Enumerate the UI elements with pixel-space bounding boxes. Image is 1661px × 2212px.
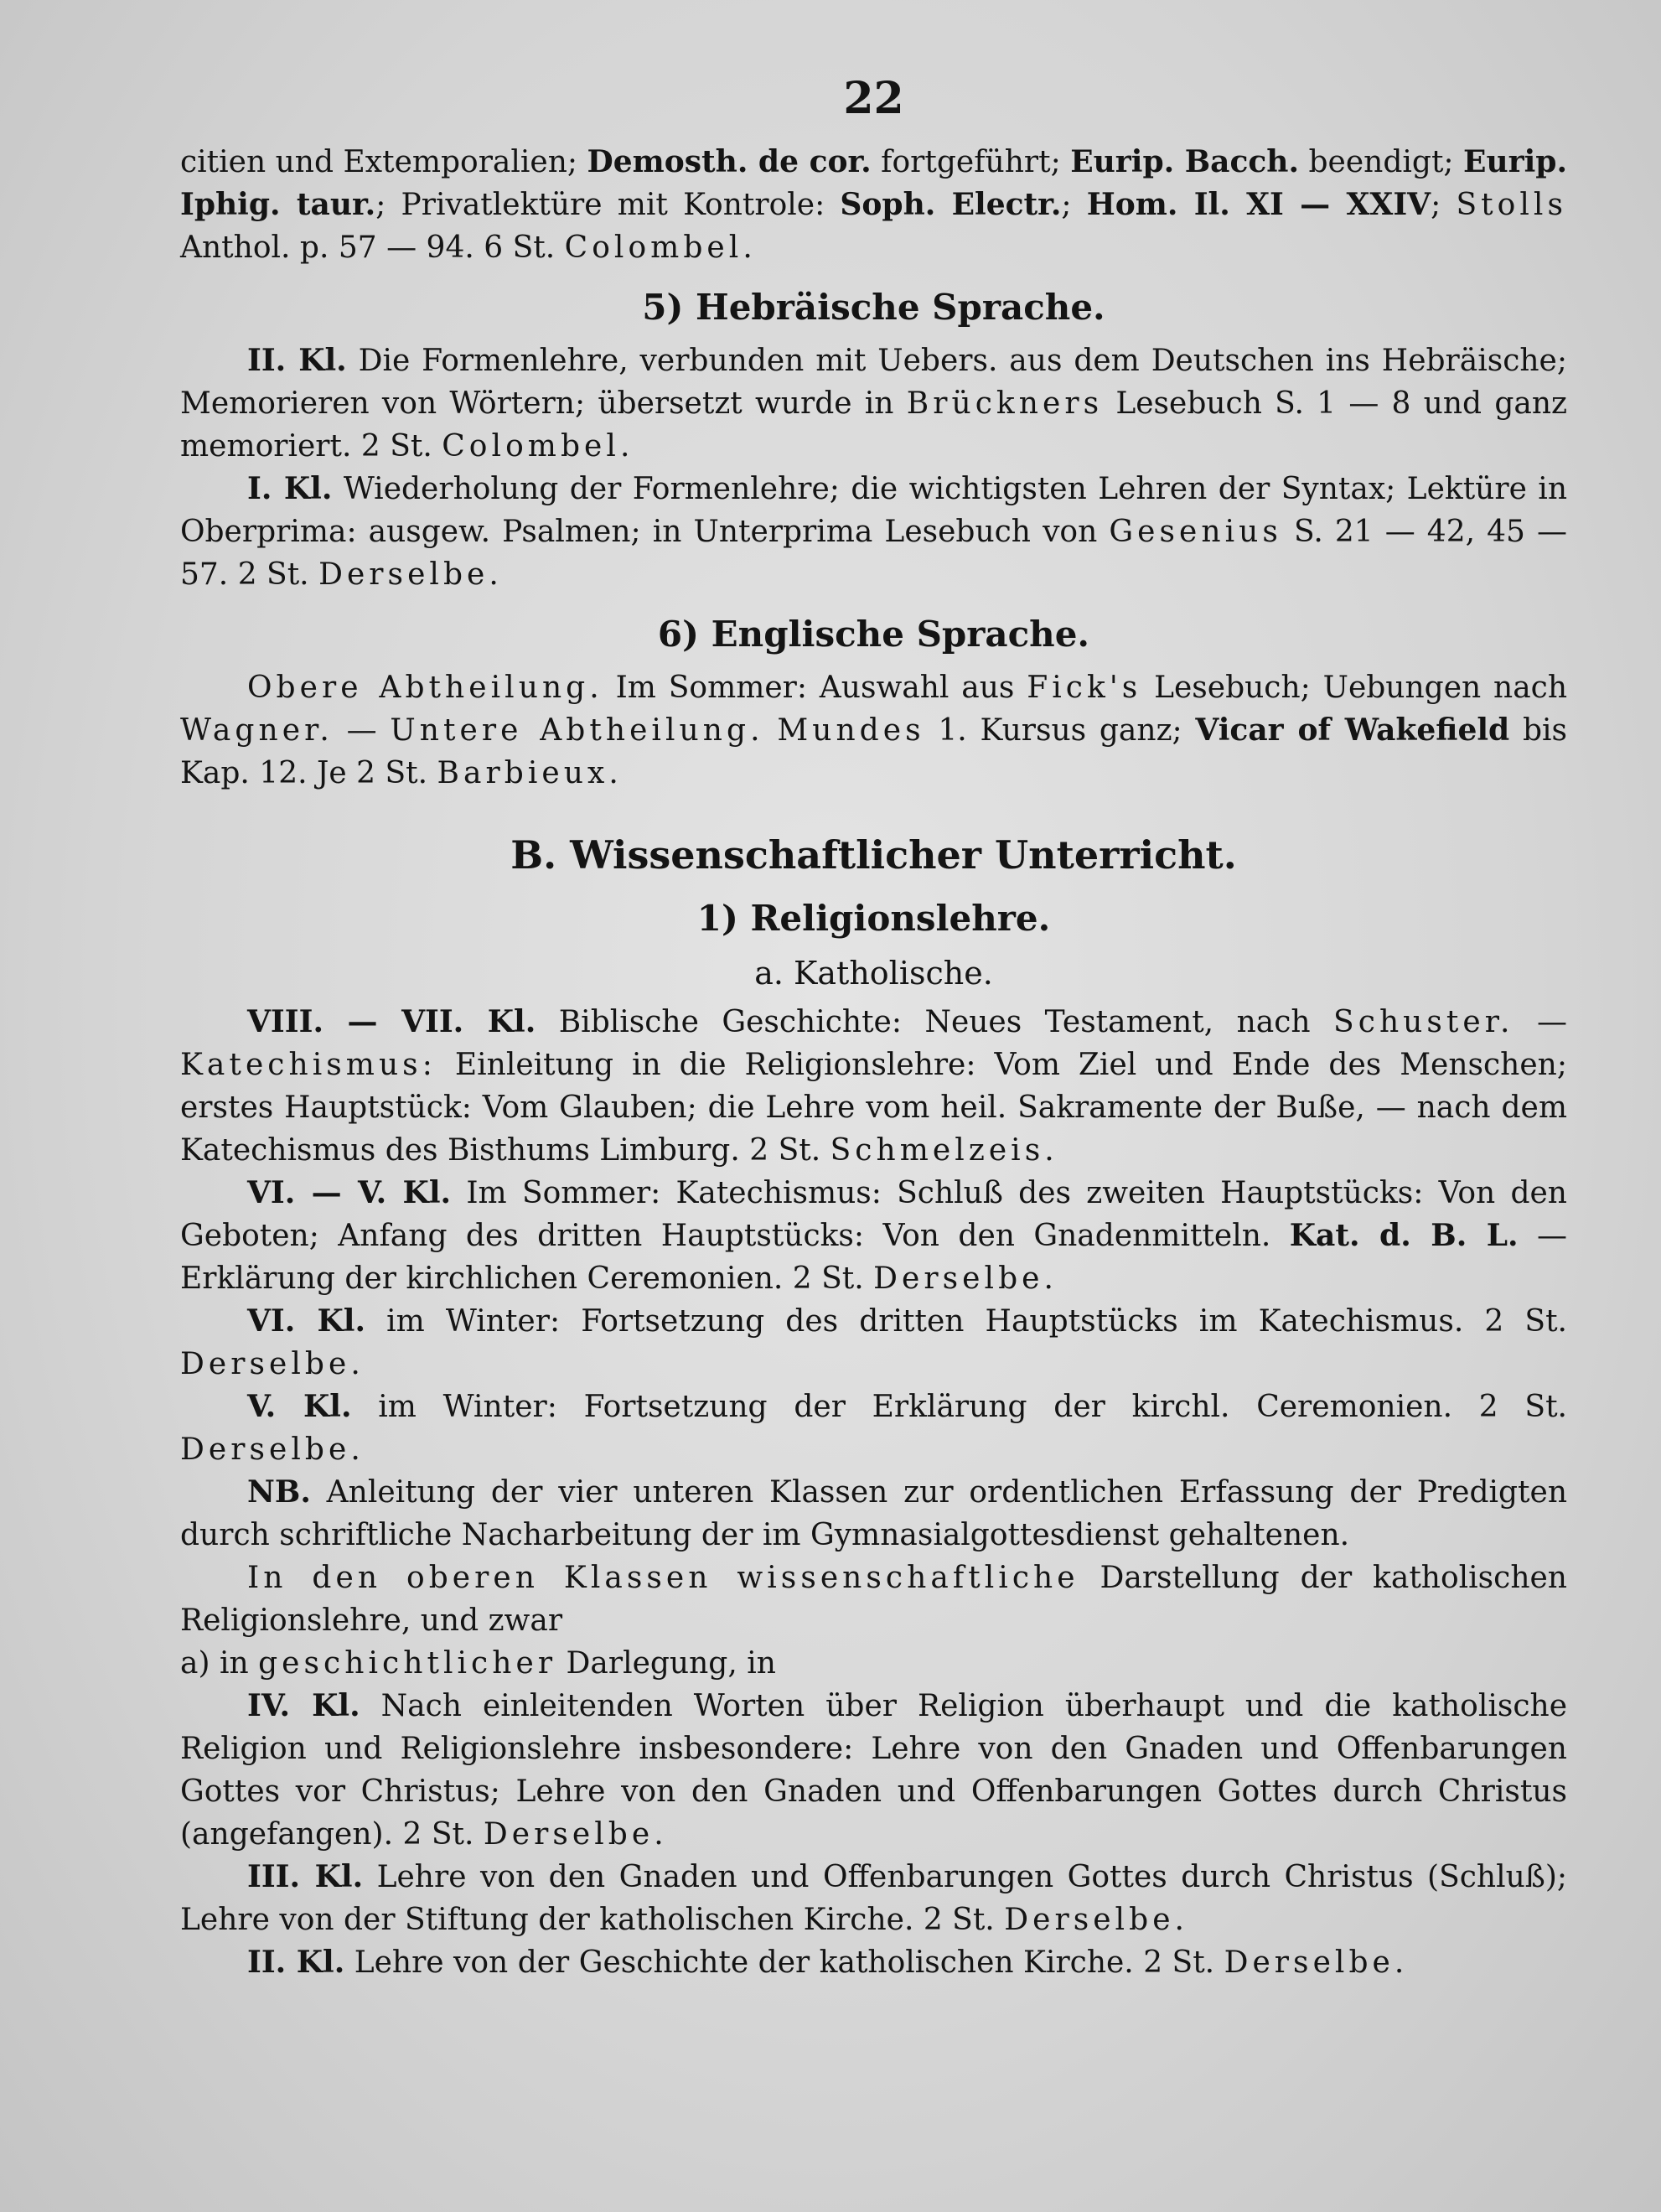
class-label: III. Kl. [247,1859,364,1894]
text-run: bis Kap. 12. Je 2 St. [180,713,1567,790]
text-run: beendigt; [1299,145,1464,179]
nb-label: NB. [247,1474,311,1510]
text-run: 1. Kursus ganz; [924,713,1196,748]
text-run: ; Privatlektüre mit Kontrole: [375,188,841,222]
text-run: ; [1431,188,1457,222]
spaced-name: Mundes [777,713,925,748]
spaced-name: Gesenius [1109,515,1282,549]
english-paragraph [180,666,1567,795]
hebrew-class-i-paragraph [180,468,1567,596]
text-run: Einleitung in die Religionslehre: Vom Ziel und Ende des Menschen; erstes Hauptstück: Vom Glauben; die Lehre vom heil. Sakramente der Buße, — nach dem Katechismus des Bisthums Limburg. 2 St. [180,1048,1567,1168]
text-run [764,713,778,748]
class-label: VIII. — VII. Kl. [247,1004,536,1039]
religion-class-ii-paragraph [180,1941,1567,1984]
text-run: Darstellung der katholischen Religionslehre, und zwar [180,1561,1567,1638]
spaced-name: Brückners [906,386,1104,421]
bold-title: Eurip. Iphig. taur. [180,144,1567,222]
text-run: S. 21 — 42, 45 — 57. 2 St. [180,515,1567,592]
text-run: Lehre von den Gnaden und Offenbarungen Gottes durch Christus (Schluß); Lehre von der Stiftung der katholischen Kirche. 2 St. [180,1860,1567,1937]
text-run: Lesebuch; Uebungen nach [1141,671,1567,705]
spaced-text: Katechismus: [180,1048,437,1082]
spaced-name: Stolls [1456,188,1567,222]
religion-class-vi-v-paragraph [180,1172,1567,1300]
spaced-name: Wagner. [180,713,334,748]
religion-class-viii-vii-paragraph [180,1001,1567,1172]
hebrew-heading: 5) Hebräische Sprache. [642,287,1105,328]
teacher-name: Derselbe. [1004,1903,1189,1937]
bold-title: Soph. Electr. [840,187,1062,222]
text-run: — Erklärung der kirchlichen Ceremonien. 2 St. [180,1219,1568,1296]
text-run: Lesebuch S. 1 — 8 und ganz memoriert. 2 St. [180,386,1567,464]
catholic-heading: a. Katholische. [754,955,993,992]
text-run: citien und Extemporalien; [180,145,587,179]
teacher-name: Derselbe. [180,1432,365,1467]
religion-class-iv-paragraph [180,1685,1567,1856]
class-label: I. Kl. [247,471,333,506]
bold-title: Vicar of Wakefield [1195,712,1510,748]
bold-title: Demosth. de cor. [587,144,872,179]
page-number: 22 [843,73,904,124]
text-run: fortgeführt; [871,145,1071,179]
science-heading: B. Wissenschaftlicher Unterricht. [510,832,1237,878]
religion-upper-classes-paragraph [180,1557,1567,1642]
bold-title: Eurip. Bacch. [1070,144,1300,179]
class-label: VI. Kl. [247,1303,366,1339]
spaced-name: Schuster. [1333,1005,1514,1039]
text-run: Biblische Geschichte: Neues Testament, nach [536,1005,1334,1039]
teacher-name: Derselbe. [1224,1945,1409,1980]
spaced-text: Untere Abtheilung. [390,713,764,748]
text-run: Im Sommer: Katechismus: Schluß des zweiten Hauptstücks: Von den Geboten; Anfang des dritten Hauptstücks: Von den Gnadenmitteln. [180,1176,1567,1253]
religion-class-iii-paragraph [180,1856,1567,1941]
religion-nb-paragraph [180,1471,1567,1557]
teacher-name: Derselbe. [318,557,503,592]
text-run: — [1514,1005,1568,1039]
text-run: Wiederholung der Formenlehre; die wichtigsten Lehren der Syntax; Lektüre in Oberprima: ausgew. Psalmen; in Unterprima Lesebuch von [180,472,1568,549]
religion-historical-line [180,1642,1567,1685]
english-heading: 6) Englische Sprache. [657,614,1090,655]
class-label: V. Kl. [247,1389,352,1424]
spaced-text: Obere Abtheilung. [247,671,603,705]
class-label: VI. — V. Kl. [247,1175,452,1210]
text-run: a) in [180,1646,259,1681]
spaced-text: In den oberen Klassen wissenschaftliche [247,1561,1079,1595]
hebrew-class-ii-paragraph [180,339,1567,468]
bold-title: Kat. d. B. L. [1289,1218,1519,1253]
class-label: II. Kl. [247,1945,345,1980]
text-run: ; [1061,188,1087,222]
religion-heading: 1) Religionslehre. [696,898,1051,939]
class-label: IV. Kl. [247,1688,360,1723]
page-content [180,74,1567,1984]
teacher-name: Colombel. [442,429,634,464]
text-run: Anthol. p. 57 — 94. 6 St. [180,231,565,265]
text-run: Lehre von der Geschichte der katholischen Kirche. 2 St. [344,1945,1224,1980]
text-run: — [333,713,391,748]
religion-class-vi-winter-paragraph [180,1300,1567,1386]
teacher-name: Colombel. [564,231,757,265]
text-run: im Winter: Fortsetzung des dritten Hauptstücks im Katechismus. 2 St. [365,1304,1567,1339]
text-run: Darlegung, in [556,1646,776,1681]
religion-class-v-winter-paragraph [180,1386,1567,1471]
text-run: im Winter: Fortsetzung der Erklärung der kirchl. Ceremonien. 2 St. [351,1390,1567,1424]
teacher-name: Barbieux. [437,756,623,790]
text-run: Nach einleitenden Worten über Religion überhaupt und die katholische Religion und Religionslehre insbesondere: Lehre von den Gnaden und Offenbarungen Gottes vor Christus; Lehre von den Gnaden und Offenbarungen Gottes durch Christus (angefangen). 2 St. [180,1689,1567,1852]
spaced-text: geschichtlicher [258,1646,557,1681]
teacher-name: Schmelzeis. [830,1133,1058,1168]
teacher-name: Derselbe. [873,1261,1058,1296]
text-run: Im Sommer: Auswahl aus [603,671,1027,705]
intro-paragraph [180,141,1567,269]
class-label: II. Kl. [247,343,347,378]
text-run: Anleitung der vier unteren Klassen zur ordentlichen Erfassung der Predigten durch schriftliche Nacharbeitung der im Gymnasialgottesdienst gehaltenen. [180,1475,1567,1552]
spaced-name: Fick's [1027,671,1142,705]
teacher-name: Derselbe. [483,1817,668,1852]
text-run: Die Formenlehre, verbunden mit Uebers. aus dem Deutschen ins Hebräische; Memorieren von Wörtern; übersetzt wurde in [180,344,1567,421]
bold-title: Hom. Il. XI — XXIV [1086,187,1431,222]
teacher-name: Derselbe. [180,1347,365,1381]
